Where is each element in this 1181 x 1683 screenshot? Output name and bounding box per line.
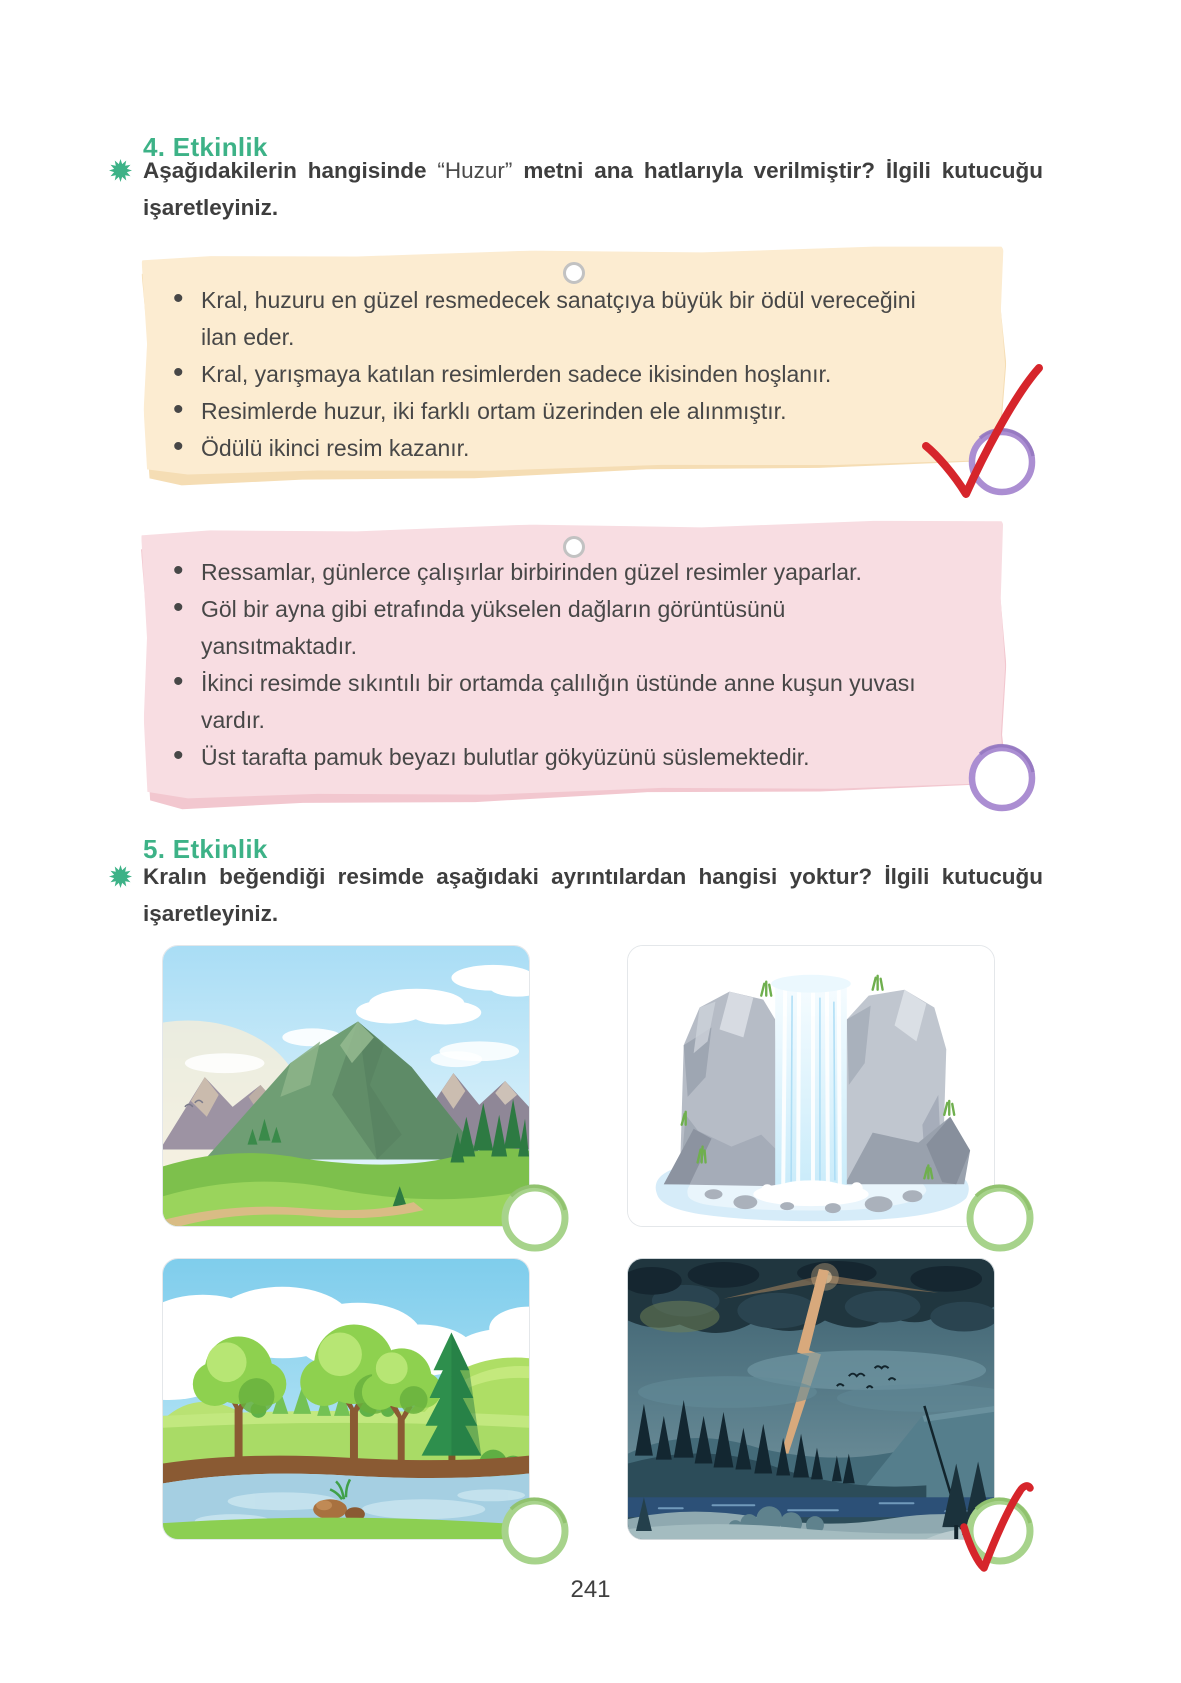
list-item: • Üst tarafta pamuk beyazı bulutlar gökyüzünü süslemektedir.	[201, 739, 941, 776]
question-text: Kralın beğendiği resimde aşağıdaki ayrıntılardan hangisi yoktur? İlgili kutucuğu işaretleyiniz.	[143, 864, 1043, 926]
question-text-pre: Aşağıdakilerin hangisinde	[143, 158, 427, 183]
image-1-checkbox[interactable]	[475, 1158, 595, 1278]
list-item: • Kral, huzuru en güzel resmedecek sanatçıya büyük bir ödül vereceğini ilan eder.	[201, 282, 941, 356]
question-text-post: metni ana hatlarıyla verilmiştir? İlgili kutucuğu işaretleyiniz.	[143, 158, 1043, 220]
question-text-quoted: “Huzur”	[437, 158, 513, 183]
pin-circle	[563, 262, 585, 284]
image-3-checkbox[interactable]	[475, 1471, 595, 1591]
star-bullet-icon	[109, 865, 132, 888]
star-bullet-icon	[109, 159, 132, 182]
list-item: • Kral, yarışmaya katılan resimlerden sadece ikisinden hoşlanır.	[201, 356, 941, 393]
list-item: • Göl bir ayna gibi etrafında yükselen dağların görüntüsünü yansıtmaktadır.	[201, 591, 941, 665]
image-4-checkbox[interactable]	[940, 1471, 1060, 1591]
list-item: • İkinci resimde sıkıntılı bir ortamda çalılığın üstünde anne kuşun yuvası vardır.	[201, 665, 941, 739]
page-number: 241	[570, 1576, 611, 1603]
option-card-b	[143, 524, 1005, 794]
activity-5-question	[143, 858, 1043, 932]
list-item: • Ödülü ikinci resim kazanır.	[201, 430, 941, 467]
activity-5-heading: 5. Etkinlik	[143, 833, 268, 864]
pin-circle	[563, 536, 585, 558]
activity-4-question	[143, 152, 1043, 226]
list-item: • Ressamlar, günlerce çalışırlar birbirinden güzel resimler yaparlar.	[201, 554, 941, 591]
option-card-a	[143, 250, 1005, 470]
option-b-list	[143, 524, 1005, 776]
list-item: • Resimlerde huzur, iki farklı ortam üzerinden ele alınmıştır.	[201, 393, 941, 430]
image-2-checkbox[interactable]	[940, 1158, 1060, 1278]
activity-4-heading: 4. Etkinlik	[143, 131, 268, 162]
